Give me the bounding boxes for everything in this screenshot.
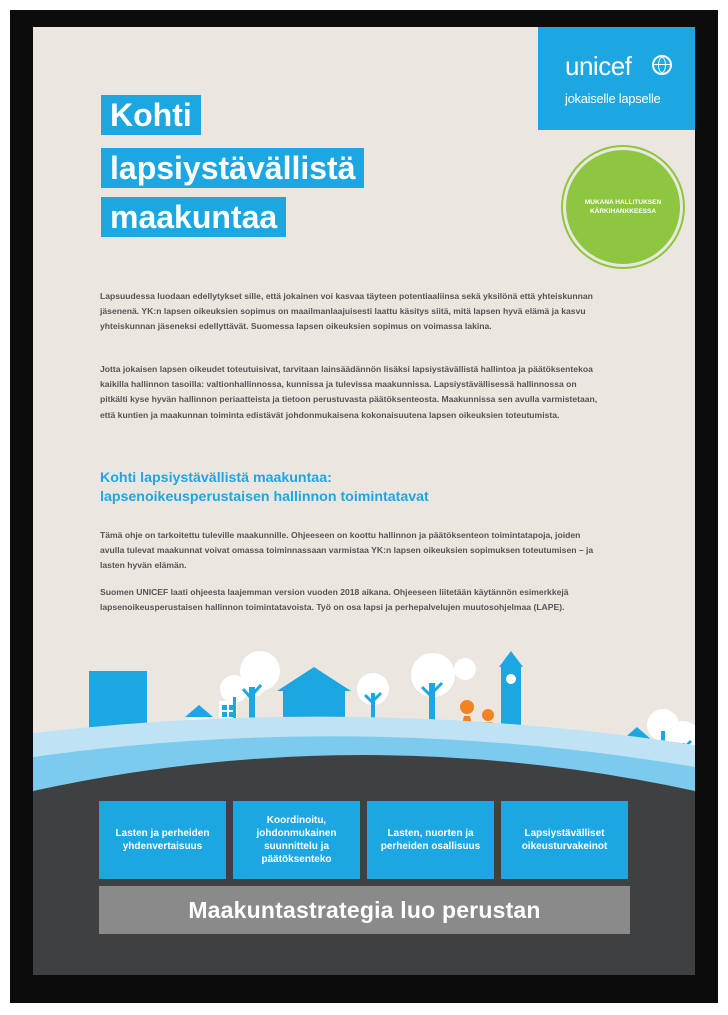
guide-paragraph-2: Suomen UNICEF laati ohjeesta laajemman version vuoden 2018 aikana. Ohjeeseen liitetään käytännön esimerkkejä lapsenoikeusperustaisen hallinnon toimintatavoista. Työ on osa lapsi ja perhepalvelujen muutosohjelmaa (LAPE). — [100, 587, 569, 613]
pillar-label: Lasten ja perheiden yhdenvertaisuus — [115, 828, 210, 852]
title-line-1: Kohti — [101, 95, 201, 135]
unicef-logo[interactable] — [538, 27, 695, 130]
title-line-2: lapsiystävällistä — [101, 148, 364, 188]
logo-wordmark: unicef — [565, 51, 632, 81]
pillar-label: Koordinoitu, johdonmukainen suunnittelu ja päätöksenteko — [256, 815, 337, 865]
pillar-label: Lapsiystävälliset oikeusturvakeinot — [521, 828, 608, 852]
title-line-3: maakuntaa — [101, 197, 286, 237]
pillar-box-equality — [99, 801, 226, 879]
brochure-page — [33, 27, 695, 975]
section-heading-line-2: lapsenoikeusperustaisen hallinnon toimintatavat — [100, 489, 429, 505]
pillar-box-legal-remedies — [501, 801, 628, 879]
tree-6 — [454, 658, 476, 680]
pillar-box-participation — [367, 801, 494, 879]
intro-paragraph-2: Jotta jokaisen lapsen oikeudet toteutuisivat, tarvitaan lainsäädännön lisäksi lapsiystävällistä hallintoa ja päätöksentekoa kaikilla hallinnon tasoilla: valtionhallinnossa, kunnissa ja tulevissa maakunnissa. Lapsiystävällisessä hallinnossa on pitkälti kyse hyvän hallinnon periaatteista ja tietoon perustuvasta päätöksenteosta. Maakunnissa sen avulla varmistetaan, että kuntien ja maakunnan toiminta edistävät johdonmukaisena kokonaisuutena lapsen oikeuksien toteutumista. — [100, 364, 598, 420]
foundation-label: Maakuntastrategia luo perustan — [188, 896, 541, 923]
town-illustration — [33, 627, 695, 827]
badge-text: MUKANA HALLITUKSEN KÄRKIHANKKEESSA — [584, 199, 662, 215]
section-heading — [100, 469, 620, 507]
section-heading-line-1: Kohti lapsiystävällistä maakuntaa: — [100, 470, 332, 486]
globe-emblem-icon — [652, 55, 672, 75]
foundation-banner — [99, 886, 630, 934]
logo-tagline: jokaiselle lapselle — [565, 91, 661, 106]
pillars-row — [99, 801, 630, 881]
pillar-label: Lasten, nuorten ja perheiden osallisuus — [380, 828, 481, 852]
guide-paragraph-1: Tämä ohje on tarkoitettu tuleville maakunnille. Ohjeeseen on koottu hallinnon ja päätöksenteon toimintatapoja, joiden avulla tulevat maakunnat voivat omassa toiminnassaan varmistaa YK:n lapsen oikeuksien sopimuksen toteutumisen – ja lasten hyvän elämän. — [100, 530, 594, 571]
intro-paragraph-1: Lapsuudessa luodaan edellytykset sille, että jokainen voi kasvaa täyteen potentiaaliinsa sekä yksilönä että yhteiskunnan jäsenenä. YK:n lapsen oikeuksien sopimus on maailmanlaajuisesti laattu käsitys siitä, mitä lapsen hyvä elämä ja kasvu yhteiskunnan jäseneksi edellyttävät. Suomessa lapsen oikeuksien sopimus on voimassa lakina. — [100, 291, 593, 332]
government-project-badge — [566, 150, 680, 264]
pillar-box-coordination — [233, 801, 360, 879]
